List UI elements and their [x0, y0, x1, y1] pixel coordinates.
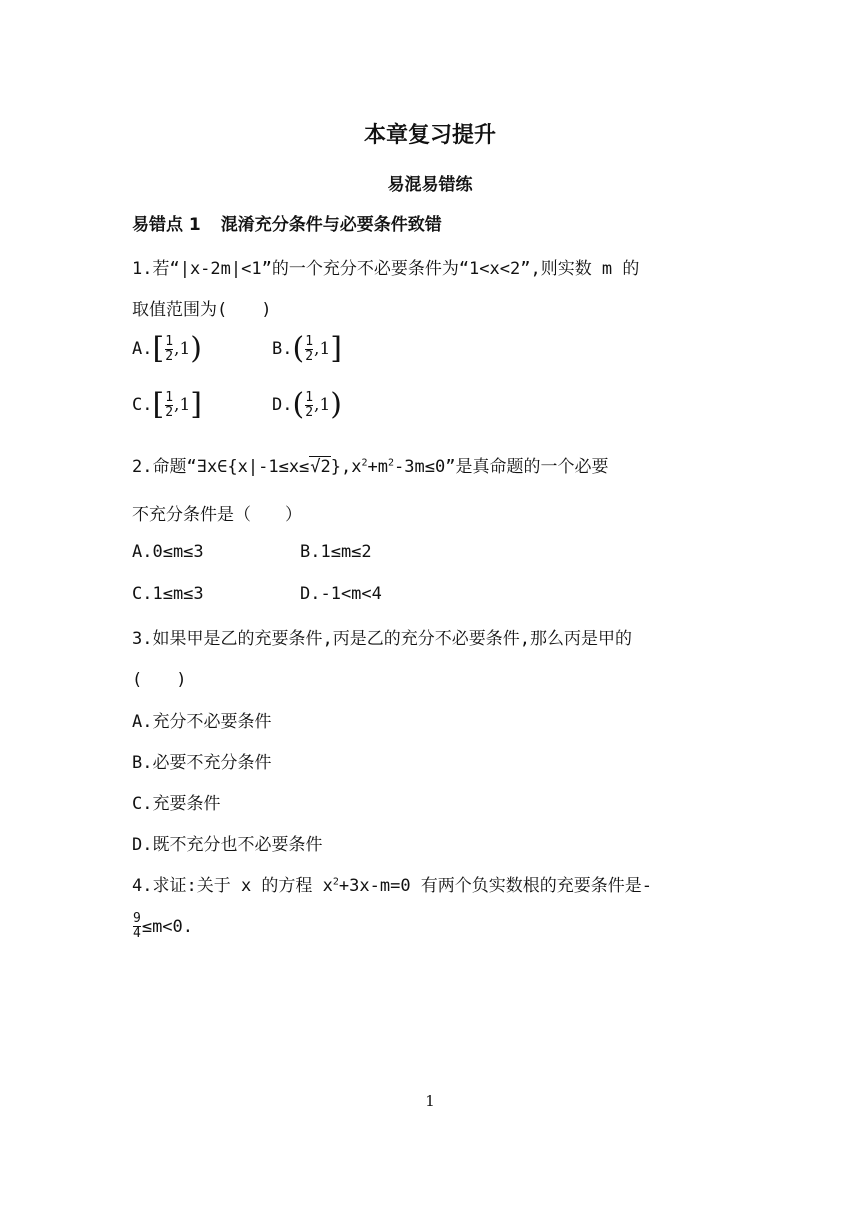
q1-option-b: B. ( $\frac{1}{2}$ , 1 ] [272, 331, 342, 366]
frac-num: 1 [165, 389, 174, 405]
option-label: A. [132, 339, 153, 359]
fraction [305, 391, 313, 420]
bracket-close: ] [330, 331, 342, 366]
q2-stem-part: 2.命题“∃x∈{x|-1≤x≤ [132, 457, 310, 477]
option-label: C. [132, 395, 153, 415]
q1-option-c: C. [ $\frac{1}{2}$ , 1 ] [132, 387, 202, 422]
q4-stem-line1 [132, 871, 652, 896]
q3-stem-line2: ( ) [132, 670, 187, 690]
q2-stem-part: -3m≤0”是真命题的一个必要 [394, 457, 609, 477]
q3-option-a: A.充分不必要条件 [132, 712, 272, 732]
q3-stem-line1: 3.如果甲是乙的充要条件,丙是乙的充分不必要条件,那么丙是甲的 [132, 629, 632, 649]
bracket-close: ] [190, 387, 202, 422]
fraction [305, 335, 313, 364]
bracket-open: [ [152, 331, 165, 366]
q1-stem-line2: 取值范围为( ) [132, 300, 272, 320]
bracket-open: ( [292, 387, 305, 422]
q2-option-b: B.1≤m≤2 [300, 542, 372, 562]
section-number: 易错点 1 [132, 215, 201, 235]
sqrt-two: √2 [310, 457, 331, 477]
frac-den: 2 [305, 404, 314, 420]
q4-stem-part: 4.求证:关于 x 的方程 x [132, 876, 333, 896]
section-heading [132, 210, 442, 235]
q2-stem-line2: 不充分条件是（ ） [132, 505, 302, 525]
fraction [165, 335, 173, 364]
right-endpoint: 1 [319, 339, 331, 359]
q4-stem-part: +3x-m=0 有两个负实数根的充要条件是- [338, 876, 653, 896]
superscript: 2 [332, 876, 339, 888]
option-label: D. [272, 395, 293, 415]
q1-option-d: D. ( $\frac{1}{2}$ , 1 ) [272, 387, 342, 422]
frac-num: 1 [305, 333, 314, 349]
section-label: 混淆充分条件与必要条件致错 [220, 215, 442, 235]
fraction-nine-quarters [133, 912, 141, 941]
q1-option-a: A. [ $\frac{1}{2}$ , 1 ) [132, 331, 202, 366]
frac-den: 2 [305, 348, 314, 364]
superscript: 2 [361, 457, 368, 469]
frac-num: 1 [305, 389, 314, 405]
option-label: B. [272, 339, 293, 359]
q1-stem-line1: 1.若“|x-2m|<1”的一个充分不必要条件为“1<x<2”,则实数 m 的 [132, 259, 640, 279]
bracket-close: ) [330, 387, 342, 422]
q4-stem-line2 [132, 912, 193, 941]
q2-stem-part: +m [367, 457, 389, 477]
bracket-open: ( [292, 331, 305, 366]
frac-den: 2 [165, 404, 174, 420]
bracket-close: ) [190, 331, 202, 366]
q2-stem-line1 [132, 452, 608, 477]
page-number: 1 [425, 1092, 435, 1110]
q3-option-b: B.必要不充分条件 [132, 753, 272, 773]
frac-den: 4 [133, 926, 141, 941]
q2-option-a: A.0≤m≤3 [132, 542, 204, 562]
q3-option-c: C.充要条件 [132, 794, 221, 814]
right-endpoint: 1 [179, 395, 191, 415]
superscript: 2 [388, 457, 395, 469]
q2-option-c: C.1≤m≤3 [132, 584, 204, 604]
fraction [165, 391, 173, 420]
page-subtitle: 易混易错练 [387, 175, 473, 195]
bracket-open: [ [152, 387, 165, 422]
frac-den: 2 [165, 348, 174, 364]
q3-option-d: D.既不充分也不必要条件 [132, 835, 323, 855]
frac-num: 9 [133, 911, 141, 926]
right-endpoint: 1 [319, 395, 331, 415]
q4-stem-part: ≤m<0. [141, 916, 194, 937]
q2-option-d: D.-1<m<4 [300, 584, 382, 604]
frac-num: 1 [165, 333, 174, 349]
page-title: 本章复习提升 [363, 123, 496, 148]
q2-stem-part: },x [330, 457, 362, 477]
right-endpoint: 1 [179, 339, 191, 359]
